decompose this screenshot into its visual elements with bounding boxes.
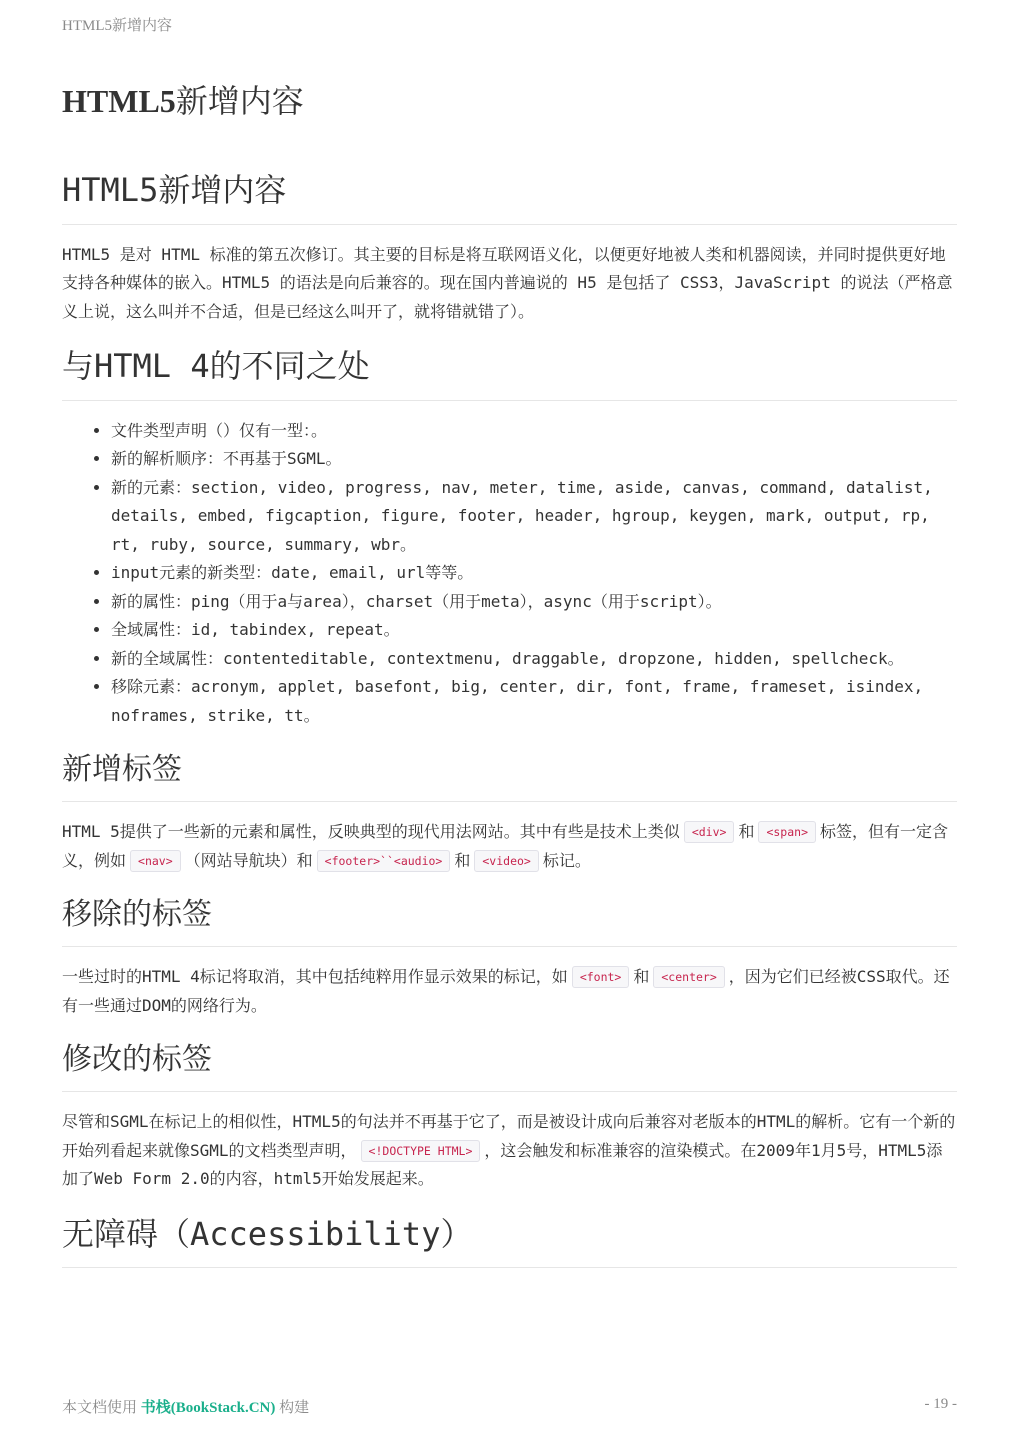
section-title-removed-tags: 移除的标签 xyxy=(62,895,957,947)
removed-tags-paragraph xyxy=(62,963,957,1020)
page-content xyxy=(62,76,957,1284)
list-item: • 新的属性：ping（用于a与area），charset（用于meta），async（用于script）。 xyxy=(111,588,957,617)
section-title-new-tags: 新增标签 xyxy=(62,750,957,802)
text-segment: ，因为它们已经被CSS取代。还有一些通过DOM的网络行为。 xyxy=(62,967,950,1015)
inline-code: <nav> xyxy=(130,850,181,872)
list-item: • input元素的新类型：date, email, url等等。 xyxy=(111,559,957,588)
text-segment: ，这会触发和标准兼容的渲染模式。在2009年1月5号，HTML5添加了Web Form 2.0的内容，html5开始发展起来。 xyxy=(62,1140,943,1189)
modified-tags-paragraph xyxy=(62,1108,957,1194)
new-tags-paragraph xyxy=(62,818,957,875)
text-segment: 和 xyxy=(738,822,755,842)
footer-suffix: 构建 xyxy=(279,1400,310,1416)
inline-code: <center> xyxy=(653,966,724,988)
list-item: • 文件类型声明（）仅有一型：。 xyxy=(111,417,957,446)
page-footer xyxy=(62,1396,957,1417)
intro-paragraph: HTML5 是对 HTML 标准的第五次修订。其主要的目标是将互联网语义化，以便更好地被人类和机器阅读，并同时提供更好地支持各种媒体的嵌入。HTML5 的语法是向后兼容的。现在国内普遍说的 H5 是包括了 CSS3，JavaScript 的说法（严格意义上说，这么叫并不合适，但是已经这么叫开了，就将错就错了）。 xyxy=(62,244,953,321)
inline-code: <!DOCTYPE HTML> xyxy=(361,1140,481,1162)
section-title-main: HTML5新增内容 xyxy=(62,170,957,225)
text-segment: 和 xyxy=(633,967,650,987)
text-segment: （网站导航块）和 xyxy=(184,850,313,870)
section-title-accessibility: 无障碍（Accessibility） xyxy=(62,1214,957,1269)
text-segment: 标记。 xyxy=(542,850,591,870)
list-item: • 新的解析顺序：不再基于SGML。 xyxy=(111,445,957,474)
document-title-bold: HTML5 xyxy=(62,83,176,119)
text-segment: 尽管和SGML在标记上的相似性，HTML5的句法并不再基于它了，而是被设计成向后兼容对老版本的HTML的解析。它有一个新的开始列看起来就像SGML的文档类型声明， xyxy=(62,1112,956,1160)
running-header: HTML5新增内容 xyxy=(62,18,172,34)
list-item: • 移除元素：acronym, applet, basefont, big, center, dir, font, frame, frameset, isindex, noframes, strike, tt。 xyxy=(111,673,957,730)
footer-prefix: 本文档使用 xyxy=(62,1400,138,1416)
inline-code: <footer>``<audio> xyxy=(317,850,451,872)
text-segment: 标签，但有一定含义，例如 xyxy=(62,822,949,870)
list-item: • 新的全域属性：contenteditable, contextmenu, draggable, dropzone, hidden, spellcheck。 xyxy=(111,645,957,674)
page-number: - 19 - xyxy=(924,1396,957,1412)
text-segment: HTML 5提供了一些新的元素和属性，反映典型的现代用法网站。其中有些是技术上类似 xyxy=(62,822,680,842)
list-item: • 新的元素：section, video, progress, nav, meter, time, aside, canvas, command, datalist, details, embed, figcaption, figure, footer, header, hgroup, keygen, mark, output, rp, rt, ruby, source, summary, wbr。 xyxy=(111,474,957,560)
text-segment: 一些过时的HTML 4标记将取消，其中包括纯粹用作显示效果的标记，如 xyxy=(62,967,568,987)
inline-code: <div> xyxy=(684,821,735,843)
bookstack-link[interactable]: 书栈(BookStack.CN) xyxy=(140,1400,276,1416)
text-segment: 和 xyxy=(454,850,471,870)
document-title xyxy=(62,76,957,122)
section-title-modified-tags: 修改的标签 xyxy=(62,1040,957,1092)
inline-code: <font> xyxy=(572,966,630,988)
document-title-rest: 新增内容 xyxy=(175,83,304,119)
section-title-differences: 与HTML 4的不同之处 xyxy=(62,346,957,401)
differences-list xyxy=(62,417,957,731)
inline-code: <video> xyxy=(474,850,538,872)
inline-code: <span> xyxy=(758,821,816,843)
list-item: • 全域属性：id, tabindex, repeat。 xyxy=(111,616,957,645)
